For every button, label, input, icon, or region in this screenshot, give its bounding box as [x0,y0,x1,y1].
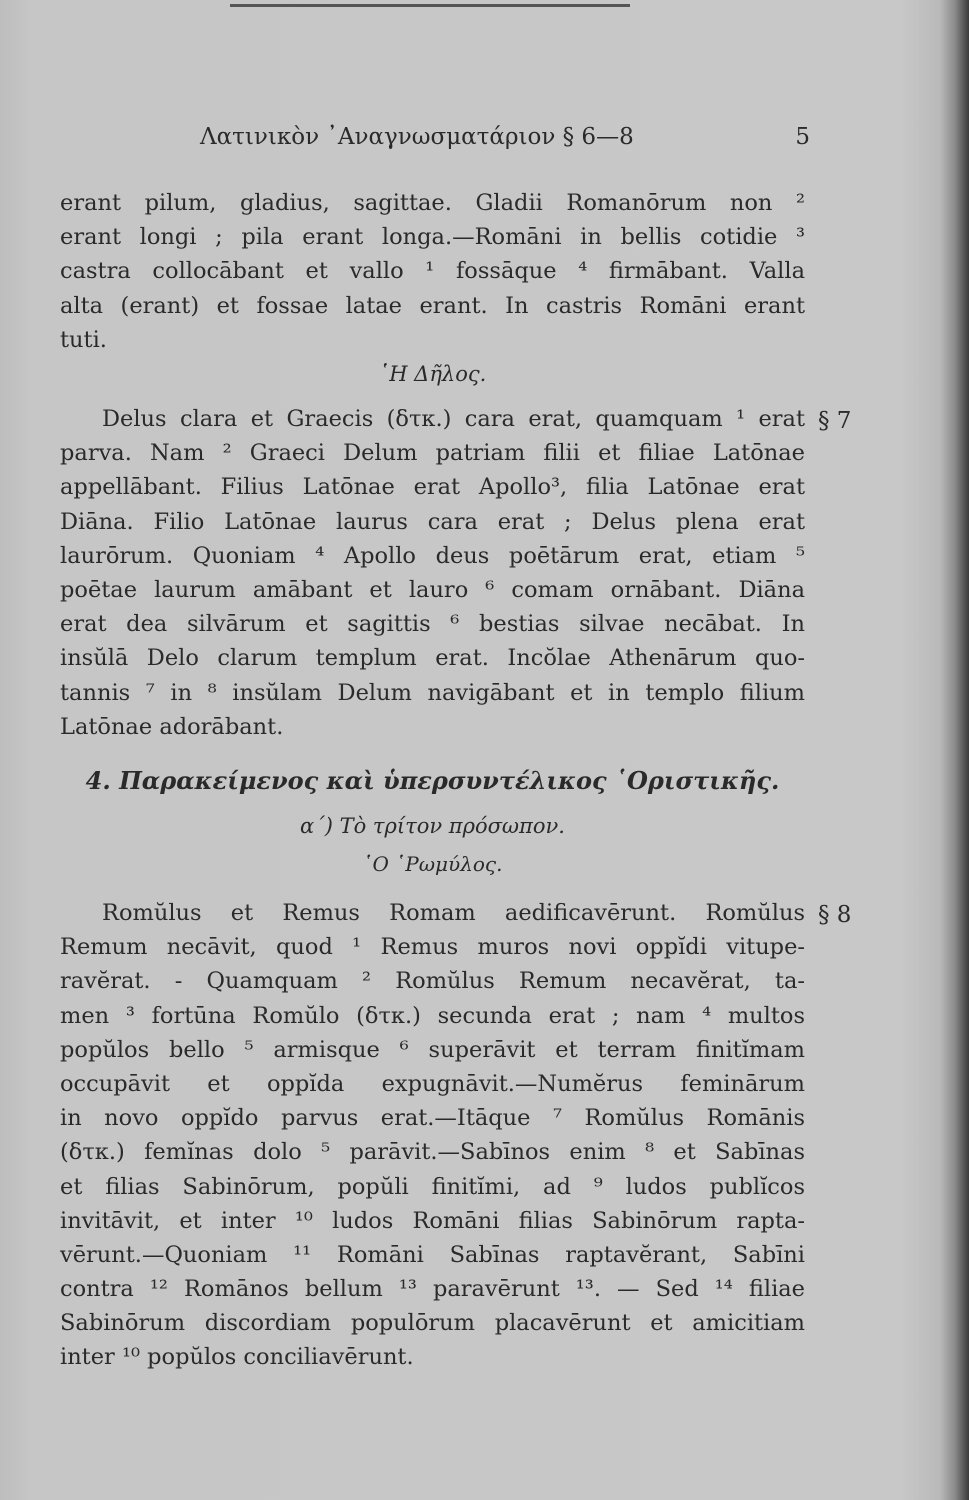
text-line: men ³ fortūna Romŭlo (δτκ.) secunda erat ; nam ⁴ multos [60,1002,805,1029]
section-marker-8: § 8 [818,902,852,928]
text-line: popŭlos bello ⁵ armisque ⁶ superāvit et terram finitĭmam [60,1036,805,1063]
text-line: Diāna. Filio Latōnae laurus cara erat ; Delus plena erat [60,508,805,535]
text-line: insŭlā Delo clarum templum erat. Incŏlae Athenārum quo- [60,645,805,672]
text-line: Remum necāvit, quod ¹ Remus muros novi oppĭdi vitupe- [60,934,805,961]
page-edge-rule [230,4,630,7]
text-line: poētae laurum amābant et lauro ⁶ comam ornābant. Diāna [60,576,805,603]
text-line: ravĕrat. - Quamquam ² Romŭlus Remum necavĕrat, ta- [60,968,805,995]
text-line: castra collocābant et vallo ¹ fossāque ⁴ firmābant. Valla [60,258,805,285]
text-line: alta (erant) et fossae latae erant. In castris Romāni erant [60,292,805,319]
text-line: parva. Nam ² Graeci Delum patriam filii et filiae Latōnae [60,440,805,467]
section-marker-7: § 7 [818,408,852,434]
text-line: Latōnae adorābant. [60,713,284,740]
text-line: erant pilum, gladius, sagittae. Gladii Romanōrum non ² [60,190,805,216]
subchapter-title: α΄) Τὸ τρίτον πρόσωπον. [300,814,565,838]
text-line: contra ¹² Romānos bellum ¹³ paravērunt ¹³. — Sed ¹⁴ filiae [60,1276,805,1303]
section-title-delos: ῾Η Δῆλος. [378,362,487,386]
chapter-title: 4. Παρακείμενος καὶ ὑπερσυντέλικος ῾Οριστικῆς. [85,766,780,795]
text-line: (δτκ.) femĭnas dolo ⁵ parāvit.—Sabīnos enim ⁸ et Sabīnas [60,1139,805,1166]
text-line: inter ¹⁰ popŭlos conciliavērunt. [60,1344,414,1371]
running-title: Λατινικὸν ᾿Αναγνωσματάριον § 6—8 [200,124,634,150]
text-line: tuti. [60,326,107,353]
text-line: invitāvit, et inter ¹⁰ ludos Romāni filias Sabinōrum rapta- [60,1207,805,1234]
paragraph-block-1 [60,186,805,357]
paragraph-delos [60,402,805,744]
text-line: laurōrum. Quoniam ⁴ Apollo deus poētārum erat, etiam ⁵ [60,542,805,569]
text-line: Delus clara et Graecis (δτκ.) cara erat, quamquam ¹ erat [102,406,805,432]
text-line: vērunt.—Quoniam ¹¹ Romāni Sabīnas raptavĕrant, Sabīni [60,1241,805,1268]
text-line: et filias Sabinōrum, popŭli finitĭmi, ad ⁹ ludos publĭcos [60,1173,805,1200]
page-number: 5 [795,124,810,150]
text-line: occupāvit et oppĭda expugnāvit.—Numĕrus feminārum [60,1070,805,1097]
text-line: Sabinōrum discordiam populōrum placavērunt et amicitiam [60,1310,805,1337]
text-line: appellābant. Filius Latōnae erat Apollo³, filia Latōnae erat [60,474,805,501]
running-header [200,124,810,158]
paragraph-romulus [60,896,805,1375]
section-title-romulus: ῾Ο ῾Ρωμύλος. [362,852,503,876]
text-line: in novo oppĭdo parvus erat.—Itāque ⁷ Romŭlus Romānis [60,1105,805,1132]
text-line: Romŭlus et Remus Romam aedificavērunt. Romŭlus [102,900,805,926]
text-line: tannis ⁷ in ⁸ insŭlam Delum navigābant et in templo filium [60,679,805,706]
text-line: erant longi ; pila erant longa.—Romāni in bellis cotidie ³ [60,224,805,251]
text-line: erat dea silvārum et sagittis ⁶ bestias silvae necābat. In [60,611,805,638]
